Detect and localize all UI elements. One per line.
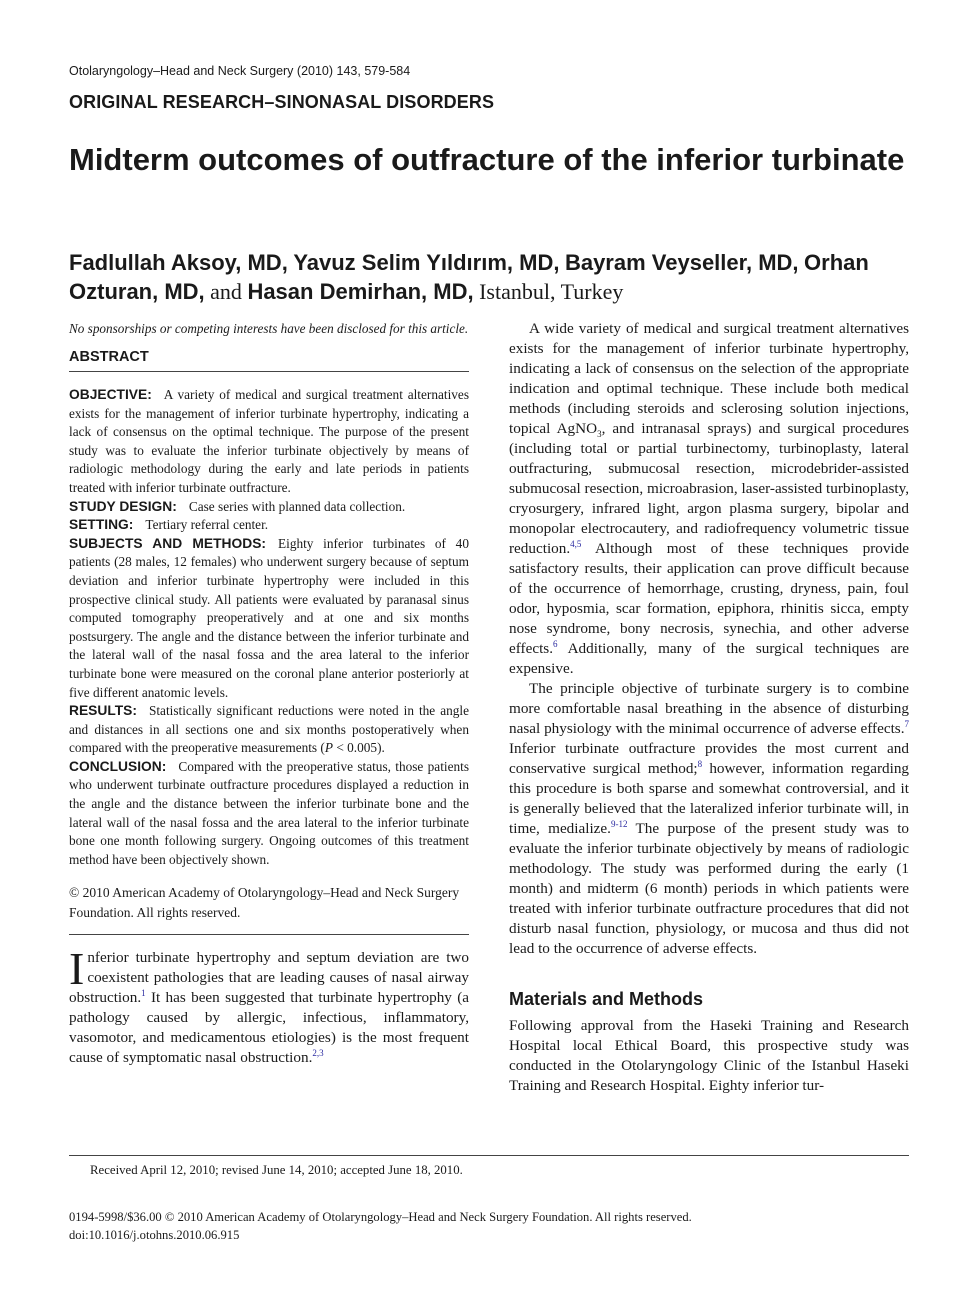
abstract-objective-text: A variety of medical and surgical treatment alternatives exists for the management of inferior turbinate hypertrophy, indicating a lack of consensus on the optimal technique. The purpose of the present study was to evaluate the inferior turbinate objectively by means of radiologic methodology during the early and late periods in patients treated with inferior turbinate outfracture. [69,387,469,495]
citation-ref[interactable]: 1 [141,988,146,999]
abstract-objective [69,386,469,498]
subscript: 3 [597,429,602,440]
abstract [69,386,469,869]
abstract-results-text-end: < 0.005). [333,740,385,756]
body-text: Inferior turbinate outfracture provides the most current and conservative surgical method; [509,740,909,777]
abstract-setting [69,516,469,535]
author-demirhan: Hasan Demirhan, MD, [247,279,474,304]
body-text: The principle objective of turbinate surgery is to combine more comfortable nasal breathing in the absence of disturbing nasal physiology with the minimal occurrence of adverse effects. [509,680,909,737]
abstract-subjects [69,535,469,702]
received-dates: Received April 12, 2010; revised June 14, 2010; accepted June 18, 2010. [90,1163,463,1177]
author-list [69,248,929,306]
doi-link[interactable]: doi:10.1016/j.otohns.2010.06.915 [69,1228,240,1242]
body-paragraph [509,679,909,959]
abstract-results [69,702,469,758]
abstract-conclusion-text: Compared with the preoperative status, those patients who underwent turbinate outfracture procedures displayed a reduction in the angle and the distance between the inferior turbinate bone and the lateral wall of the nasal fossa and the area lateral to the inferior turbinate bone one month following surgery. Ongoing outcomes of this treatment method have been objectively shown. [69,758,469,867]
author-veyseller: Bayram Veyseller, MD, [564,250,799,275]
author-yildirim: Yavuz Selim Yıldırım, MD, [293,250,560,275]
citation-ref[interactable]: 9-12 [610,818,628,829]
citation-ref[interactable]: 8 [697,758,703,769]
footer-divider [69,1155,909,1156]
citation-ref[interactable]: 6 [553,638,558,649]
copyright-notice: © 2010 American Academy of Otolaryngology–Head and Neck Surgery Foundation. All rights reserved. [69,883,469,935]
citation-ref[interactable]: 2,3 [312,1048,324,1059]
author-ozturan: Orhan Ozturan, MD, [69,250,869,304]
body-paragraph [509,319,909,679]
abstract-setting-text: Tertiary referral center. [145,517,269,533]
body-text: A wide variety of medical and surgical treatment alternatives exists for the management of inferior turbinate hypertrophy, indicating a lack of consensus on the selection of the appropriate indication and optimal technique. These include both medical methods (including steroids and sclerosing solution injections, topical AgNO [509,320,909,437]
article-title: Midterm outcomes of outfracture of the inferior turbinate [69,142,905,177]
body-paragraph: Following approval from the Haseki Training and Research Hospital local Ethical Board, this prospective study was conducted in the Otolaryngology Clinic of the Istanbul Haseki Training and Research Hospital. Eighty inferior tur- [509,1017,909,1094]
author-aksoy: Fadlullah Aksoy, MD, [69,250,288,275]
issn-copyright: 0194-5998/$36.00 © 2010 American Academy of Otolaryngology–Head and Neck Surgery Foundation. All rights reserved. [69,1210,692,1224]
body-text: however, information regarding this procedure is both sparse and somewhat controversial, and it is generally believed that the lateralized inferior turbinate will, in time, medialize. [509,760,910,837]
author-conjunction: and [210,279,242,304]
abstract-conclusion-label: CONCLUSION: [69,758,167,774]
right-column [509,319,909,1096]
abstract-subjects-label: SUBJECTS AND METHODS: [69,535,266,551]
abstract-heading: ABSTRACT [69,349,469,372]
disclosure-note: No sponsorships or competing interests have been disclosed for this article. [69,321,469,336]
drop-cap: I [69,943,85,995]
author-location: Istanbul, Turkey [479,279,624,304]
body-text: Although most of these techniques provide satisfactory results, their application can prove difficult because of the occurrence of hemorrhage, crusting, dryness, pain, foul odor, hyposmia, scar formation, epiphora, rhinitis sicca, empty nose syndrome, bony necrosis, synechia, and other adverse effects. [509,540,909,657]
journal-citation: Otolaryngology–Head and Neck Surgery (2010) 143, 579-584 [69,64,411,78]
intro-text-1: nferior turbinate hypertrophy and septum deviation are two coexistent pathologies that are leading causes of nasal airway obstruction. [69,949,469,1007]
abstract-design-text: Case series with planned data collection. [188,498,406,514]
citation-ref[interactable]: 4,5 [570,538,582,549]
abstract-objective-label: OBJECTIVE: [69,387,152,402]
abstract-subjects-text: Eighty inferior turbinates of 40 patients (28 males, 12 females) who underwent surgery because of septum deviation and inferior turbinate hypertrophy were included in this prospective clinical study. All patients were evaluated by paranasal sinus computed tomography preoperatively and at one and six months postsurgery. The angle and the distance between the inferior turbinate and the lateral wall of the nasal fossa and the area lateral to the inferior turbinate bone were measured on the coronal plane anterior posteriorly at five different anatomic levels. [69,535,469,700]
section-heading: ORIGINAL RESEARCH–SINONASAL DISORDERS [69,92,495,112]
abstract-setting-label: SETTING: [69,517,134,533]
abstract-results-label: RESULTS: [69,703,137,719]
abstract-design-label: STUDY DESIGN: [69,498,177,514]
abstract-results-p: P [324,740,333,756]
abstract-results-text: Statistically significant reductions were noted in the angle and distances in all sections one and six months postoperatively when compared with the preoperative measurements ( [69,703,469,756]
body-text: , and intranasal sprays) and surgical procedures (including total or partial turbinectomy, turbinoplasty, lateral outfracturing, submucosal resection, microdebrider-assisted submucosal resection, microabrasion, laser-assisted turbinoplasty, cryosurgery, infrared light, argon plasma surgery, bipolar and monopolar electrocautery, and radiofrequency volumetric tissue reduction. [509,420,909,557]
intro-text-2: It has been suggested that turbinate hypertrophy (a pathology caused by allergic, infectious, inflammatory, vasomotor, and medicamentous etiologies) is the most frequent cause of symptomatic nasal obstruction. [69,989,469,1067]
citation-ref[interactable]: 7 [904,718,909,729]
left-column [69,319,469,1068]
abstract-conclusion [69,758,469,870]
materials-methods-heading: Materials and Methods [509,989,704,1009]
body-text: The purpose of the present study was to evaluate the inferior turbinate objectively by means of radiologic methodology. The study was performed during the early (1 month) and midterm (6 month) periods in which patients were treated with inferior turbinate outfracture procedures that did not disturb nasal function, physiology, or mucosa and thus did not lead to the occurrence of adverse effects. [509,820,910,957]
abstract-design [69,498,469,517]
intro-paragraph [69,943,469,1068]
body-text: Additionally, many of the surgical techniques are expensive. [509,640,909,677]
